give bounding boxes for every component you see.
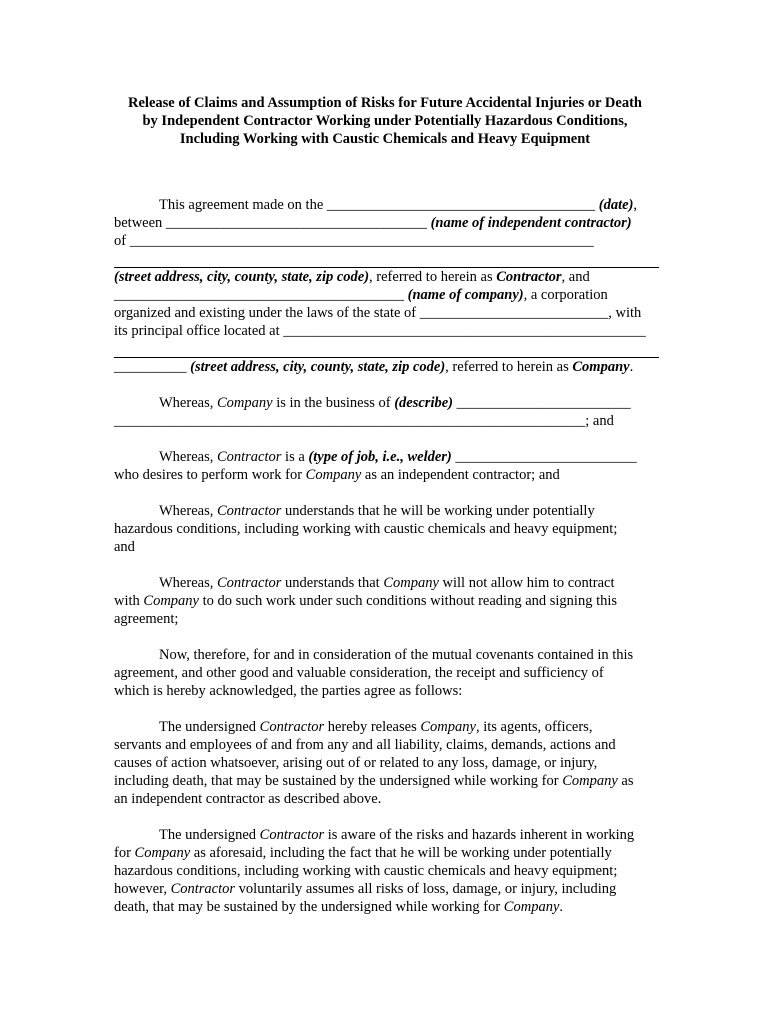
whereas-3-line-3: and [114, 539, 135, 555]
release-line-3: causes of action whatsoever, arising out of or related to any loss, damage, or injury, [114, 755, 598, 771]
whereas-2-line-1: Whereas, Contractor is a (type of job, i.e., welder) _________________________ [159, 449, 637, 465]
document-body [114, 196, 659, 916]
intro-line-8: its principal office located at __________________________________________________ [114, 323, 646, 339]
whereas-4-line-2: with Company to do such work under such conditions without reading and signing this [114, 593, 618, 609]
intro-line-7: organized and existing under the laws of the state of __________________________, with [114, 305, 642, 321]
whereas-3-line-1: Whereas, Contractor understands that he will be working under potentially [159, 503, 595, 519]
whereas-2-line-2: who desires to perform work for Company as an independent contractor; and [114, 467, 560, 483]
title-line-2: by Independent Contractor Working under Potentially Hazardous Conditions, [142, 113, 628, 129]
intro-line-3: of ________________________________________________________________ [114, 233, 594, 249]
release-line-4: including death, that may be sustained by the undersigned while working for Company as [114, 773, 634, 789]
blank-rule-line [114, 340, 659, 358]
title-line-1: Release of Claims and Assumption of Risks for Future Accidental Injuries or Death [128, 95, 642, 111]
whereas-1-line-2: _________________________________________________________________; and [114, 413, 614, 429]
title-line-3: Including Working with Caustic Chemicals and Heavy Equipment [179, 131, 591, 147]
whereas-4-line-3: agreement; [114, 611, 179, 627]
blank-rule-line [114, 250, 659, 268]
consideration-line-2: agreement, and other good and valuable consideration, the receipt and sufficiency of [114, 665, 604, 681]
consideration-line-3: which is hereby acknowledged, the parties agree as follows: [114, 683, 463, 699]
assumption-line-3: hazardous conditions, including working with caustic chemicals and heavy equipment; [114, 863, 618, 879]
release-line-5: an independent contractor as described above. [114, 791, 382, 807]
release-line-2: servants and employees of and from any and all liability, claims, demands, actions and [114, 737, 616, 753]
whereas-3-line-2: hazardous conditions, including working with caustic chemicals and heavy equipment; [114, 521, 618, 537]
whereas-1-line-1: Whereas, Company is in the business of (describe) ________________________ [159, 395, 631, 411]
assumption-line-4: however, Contractor voluntarily assumes all risks of loss, damage, or injury, including [114, 881, 617, 897]
assumption-line-5: death, that may be sustained by the undersigned while working for Company. [114, 899, 564, 915]
release-line-1: The undersigned Contractor hereby releases Company, its agents, officers, [159, 719, 593, 735]
intro-line-1: This agreement made on the _____________________________________ (date), [159, 197, 638, 213]
assumption-line-2: for Company as aforesaid, including the fact that he will be working under potentially [114, 845, 612, 861]
document-title [105, 94, 665, 148]
intro-line-2: between ____________________________________ (name of independent contractor) [114, 215, 632, 231]
intro-line-6: ________________________________________ (name of company), a corporation [114, 287, 608, 303]
intro-line-10: __________ (street address, city, county, state, zip code), referred to herein as Company. [114, 359, 634, 375]
assumption-line-1: The undersigned Contractor is aware of the risks and hazards inherent in working [159, 827, 635, 843]
consideration-line-1: Now, therefore, for and in consideration of the mutual covenants contained in this [159, 647, 634, 663]
intro-line-5: (street address, city, county, state, zip code), referred to herein as Contractor, and [114, 269, 590, 285]
whereas-4-line-1: Whereas, Contractor understands that Company will not allow him to contract [159, 575, 615, 591]
